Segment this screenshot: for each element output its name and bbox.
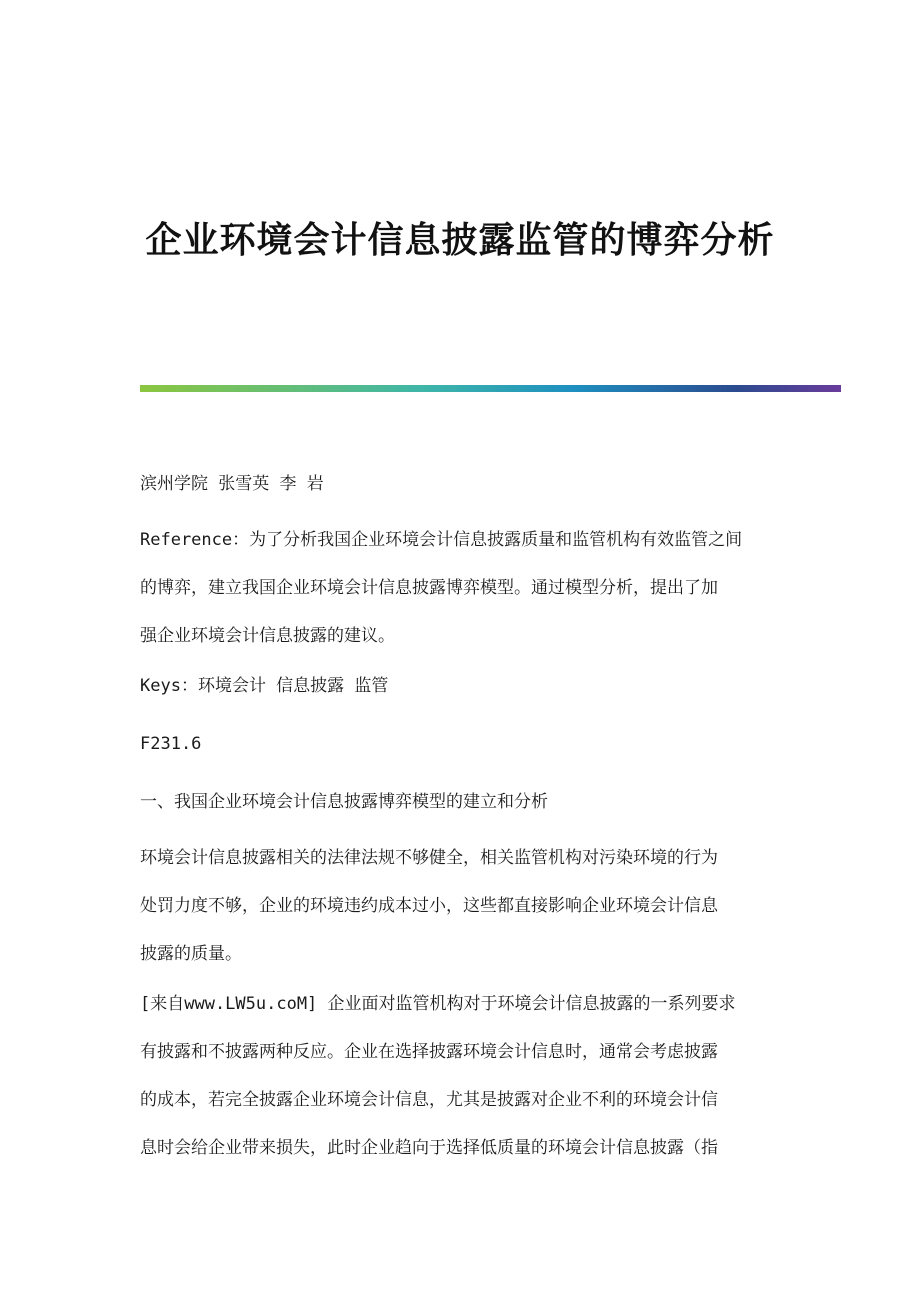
abstract-line: Reference：为了分析我国企业环境会计信息披露质量和监管机构有效监管之间 (140, 530, 743, 550)
paragraph-line: 有披露和不披露两种反应。企业在选择披露环境会计信息时，通常会考虑披露 (140, 1042, 718, 1062)
keywords-line: Keys：环境会计 信息披露 监管 (140, 676, 389, 696)
paragraph-2 (140, 980, 780, 1172)
paragraph-line: 环境会计信息披露相关的法律法规不够健全，相关监管机构对污染环境的行为 (140, 848, 718, 868)
abstract-line: 强企业环境会计信息披露的建议。 (140, 626, 395, 646)
paragraph-line: 披露的质量。 (140, 944, 242, 964)
abstract-line: 的博弈，建立我国企业环境会计信息披露博弈模型。通过模型分析，提出了加 (140, 578, 718, 598)
section-heading: 一、我国企业环境会计信息披露博弈模型的建立和分析 (140, 792, 548, 812)
paragraph-line: 息时会给企业带来损失，此时企业趋向于选择低质量的环境会计信息披露（指 (140, 1138, 718, 1158)
paragraph-line: [来自www.LW5u.coM] 企业面对监管机构对于环境会计信息披露的一系列要求 (140, 994, 736, 1014)
abstract (140, 516, 780, 660)
document-title: 企业环境会计信息披露监管的博弈分析 (145, 219, 775, 261)
paragraph-1 (140, 834, 780, 978)
decorative-gradient-rule (140, 385, 841, 392)
author-line: 滨州学院 张雪英 李 岩 (140, 474, 324, 494)
paragraph-line: 的成本，若完全披露企业环境会计信息，尤其是披露对企业不利的环境会计信 (140, 1090, 718, 1110)
paragraph-line: 处罚力度不够，企业的环境违约成本过小，这些都直接影响企业环境会计信息 (140, 896, 718, 916)
classification-number: F231.6 (140, 734, 202, 754)
